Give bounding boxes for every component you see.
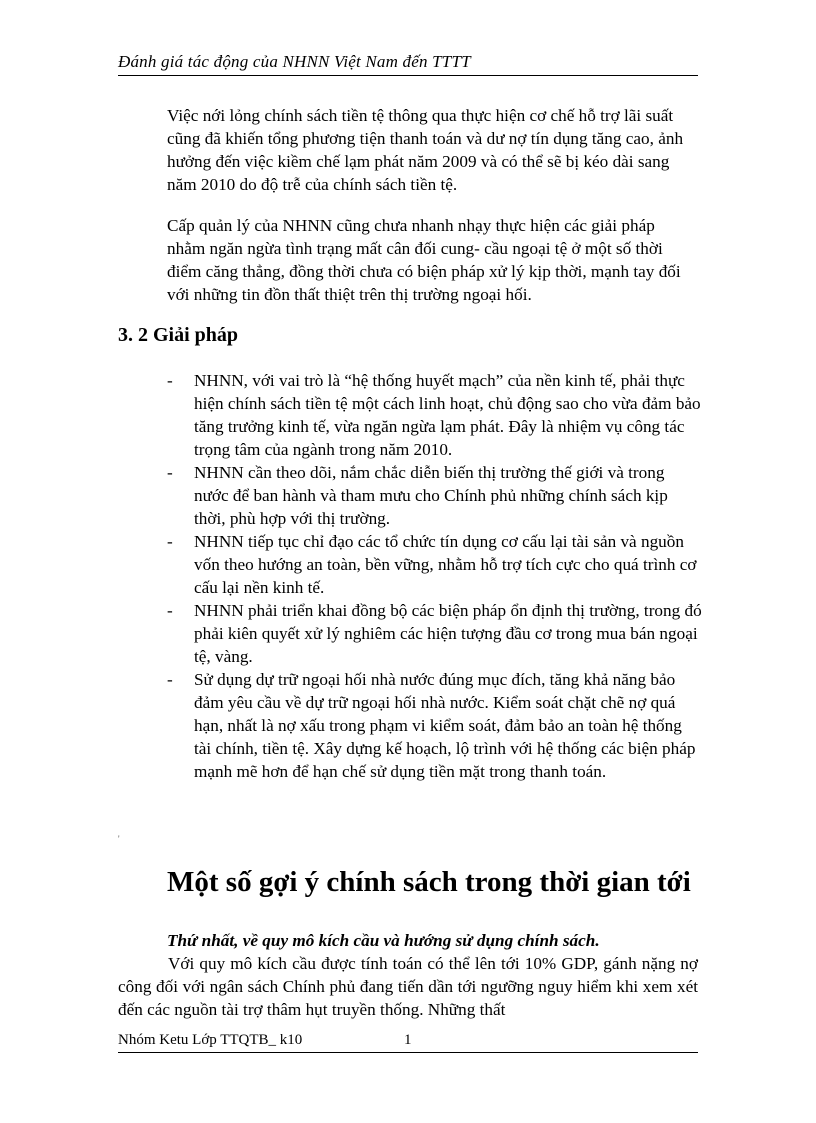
bullet-dash: - bbox=[167, 463, 173, 482]
stray-mark: ' bbox=[118, 834, 120, 844]
bullet-dash: - bbox=[167, 670, 173, 689]
bullet-dash: - bbox=[167, 601, 173, 620]
list-item bbox=[167, 599, 702, 668]
chapter-title: Một số gợi ý chính sách trong thời gian tới bbox=[167, 866, 691, 898]
footer-group-label: Nhóm Ketu Lớp TTQTB_ k10 bbox=[118, 1032, 303, 1048]
list-item-text: NHNN tiếp tục chỉ đạo các tổ chức tín dụng cơ cấu lại tài sản và nguồn vốn theo hướng an toàn, bền vững, nhằm hỗ trợ tích cực cho quá trình cơ cấu lại nền kinh tế. bbox=[194, 532, 697, 597]
page-number: 1 bbox=[404, 1032, 412, 1048]
section-heading: 3. 2 Giải pháp bbox=[118, 324, 239, 346]
bullet-dash: - bbox=[167, 532, 173, 551]
paragraph-forex-management: Cấp quản lý của NHNN cũng chưa nhanh nhạy thực hiện các giải pháp nhằm ngăn ngừa tình trạng mất cân đối cung- cầu ngoại tệ ở một số thời điểm căng thẳng, đồng thời chưa có biện pháp xử lý kịp thời, mạnh tay đối với những tin đồn thất thiệt trên thị trường ngoại hối. bbox=[167, 216, 681, 304]
solution-list bbox=[167, 369, 702, 783]
bullet-dash: - bbox=[167, 371, 173, 390]
header-divider bbox=[118, 75, 698, 76]
list-item-text: NHNN, với vai trò là “hệ thống huyết mạch” của nền kinh tế, phải thực hiện chính sách tiền tệ một cách linh hoạt, chủ động sao cho vừa đảm bảo tăng trưởng kinh tế, vừa ngăn ngừa lạm phát. Đây là nhiệm vụ công tác trọng tâm của ngành trong năm 2010. bbox=[194, 371, 701, 459]
list-item bbox=[167, 461, 702, 530]
chapter-body-paragraph: Với quy mô kích cầu được tính toán có thể lên tới 10% GDP, gánh nặng nợ công đối với ngân sách Chính phủ đang tiến dần tới ngưỡng nguy hiểm khi xem xét đến các nguồn tài trợ thâm hụt truyền thống. Những thất bbox=[118, 954, 698, 1019]
list-item-text: Sử dụng dự trữ ngoại hối nhà nước đúng mục đích, tăng khả năng bảo đảm yêu cầu về dự trữ ngoại hối nhà nước. Kiểm soát chặt chẽ nợ quá hạn, nhất là nợ xấu trong phạm vi kiểm soát, đảm bảo an toàn hệ thống tài chính, tiền tệ. Xây dựng kế hoạch, lộ trình với hệ thống các biện pháp mạnh mẽ hơn để hạn chế sử dụng tiền mặt trong thanh toán. bbox=[194, 670, 696, 781]
footer-divider bbox=[118, 1052, 698, 1053]
paragraph-monetary-easing: Việc nới lỏng chính sách tiền tệ thông qua thực hiện cơ chế hỗ trợ lãi suất cũng đã khiến tổng phương tiện thanh toán và dư nợ tín dụng tăng cao, ảnh hưởng đến việc kiềm chế lạm phát năm 2009 và có thể sẽ bị kéo dài sang năm 2010 do độ trễ của chính sách tiền tệ. bbox=[167, 106, 684, 194]
list-item-text: NHNN cần theo dõi, nắm chắc diễn biến thị trường thế giới và trong nước để ban hành và tham mưu cho Chính phủ những chính sách kịp thời, phù hợp với thị trường. bbox=[194, 463, 668, 528]
list-item-text: NHNN phải triển khai đồng bộ các biện pháp ổn định thị trường, trong đó phải kiên quyết xử lý nghiêm các hiện tượng đầu cơ trong mua bán ngoại tệ, vàng. bbox=[194, 601, 702, 666]
header-title: Đánh giá tác động của NHNN Việt Nam đến TTTT bbox=[118, 52, 471, 71]
list-item bbox=[167, 369, 702, 461]
chapter-subtitle: Thứ nhất, về quy mô kích cầu và hướng sử dụng chính sách. bbox=[167, 931, 600, 950]
list-item bbox=[167, 530, 702, 599]
list-item bbox=[167, 668, 702, 783]
